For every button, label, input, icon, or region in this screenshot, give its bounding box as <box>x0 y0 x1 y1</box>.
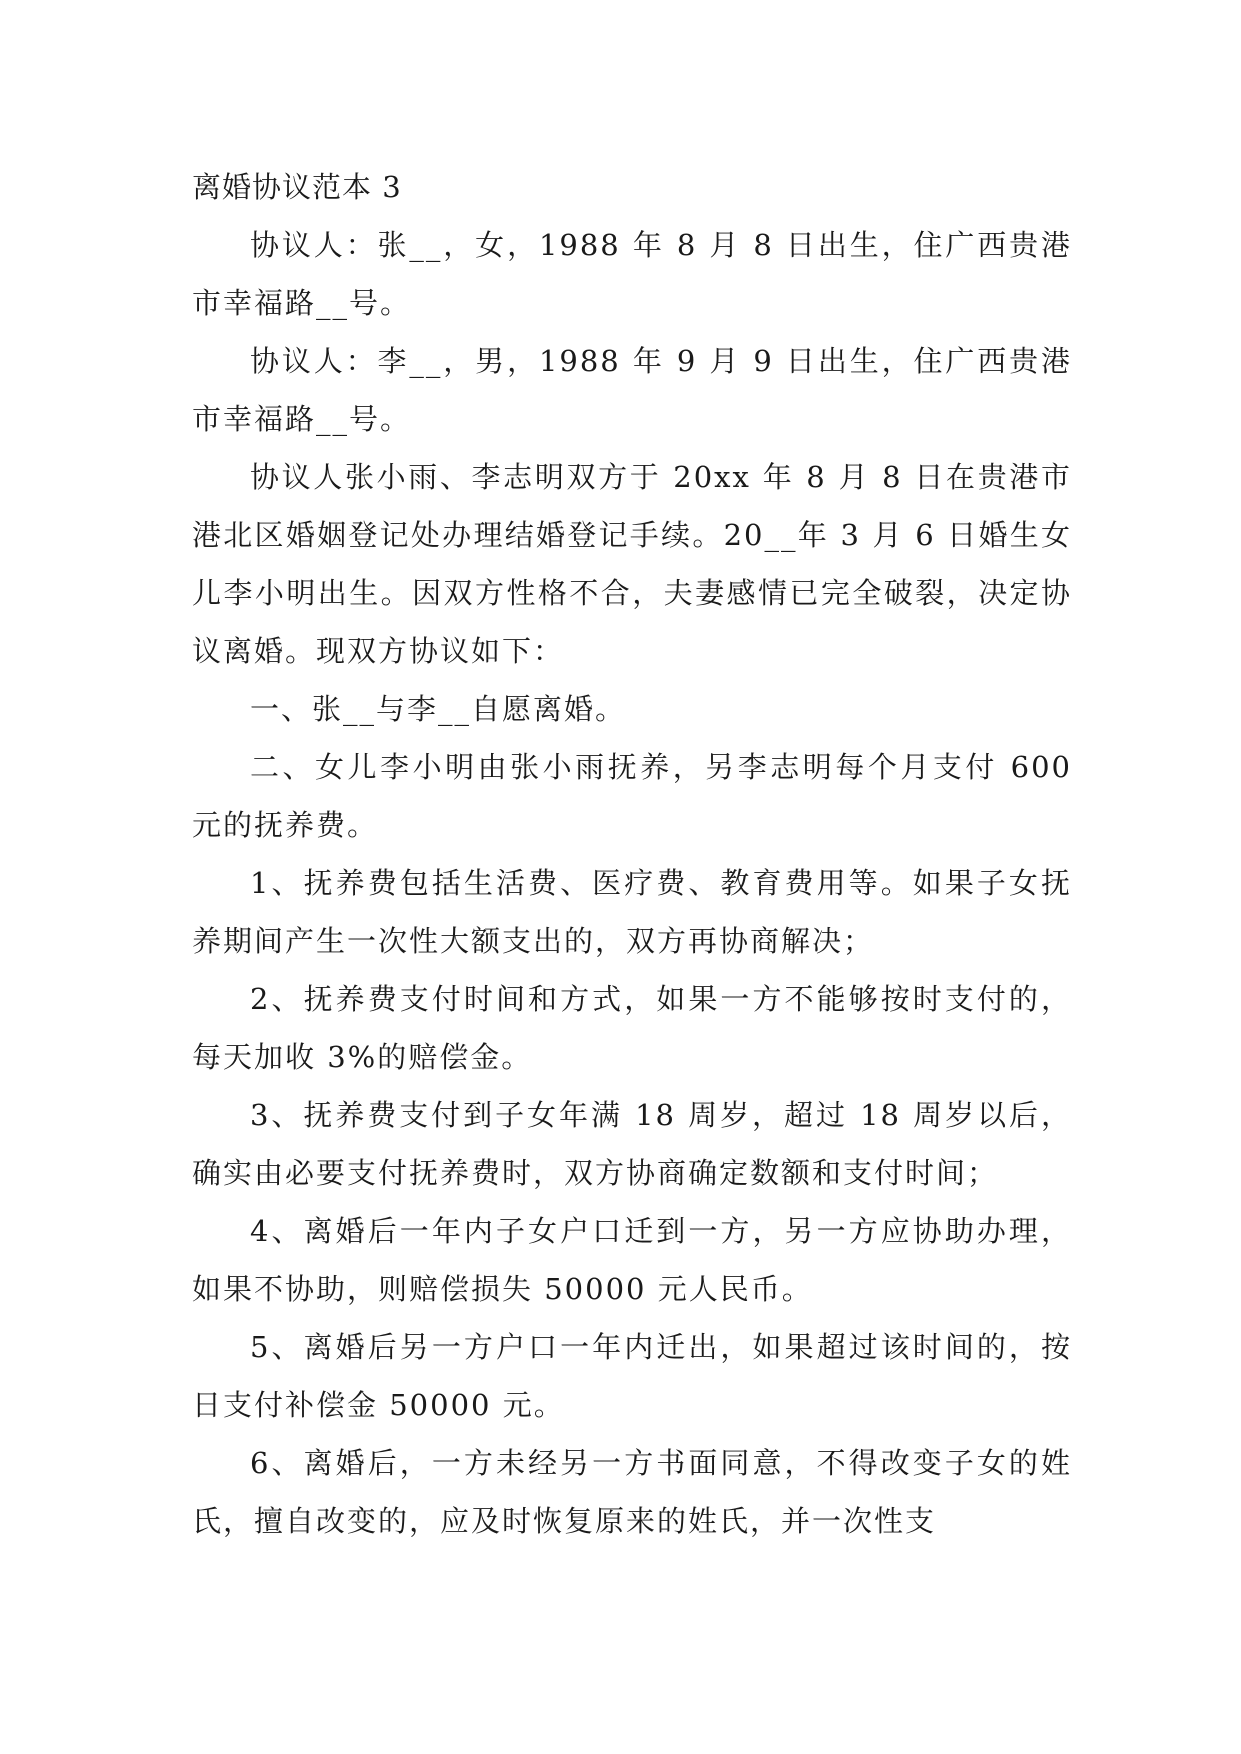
background-paragraph: 协议人张小雨、李志明双方于 20xx 年 8 月 8 日在贵港市港北区婚姻登记处办理结婚登记手续。20__年 3 月 6 日婚生女儿李小明出生。因双方性格不合，夫妻感情已完全破裂，决定协议离婚。现双方协议如下： <box>192 460 1072 668</box>
clause-1-paragraph: 一、张__与李__自愿离婚。 <box>250 692 627 726</box>
clause-2-paragraph: 二、女儿李小明由张小雨抚养，另李志明每个月支付 600 元的抚养费。 <box>192 750 1072 842</box>
subclause-5-paragraph: 5、离婚后另一方户口一年内迁出，如果超过该时间的，按日支付补偿金 50000 元。 <box>192 1330 1072 1422</box>
subclause-1-paragraph: 1、抚养费包括生活费、医疗费、教育费用等。如果子女抚养期间产生一次性大额支出的，双方再协商解决； <box>192 866 1072 958</box>
subclause-2-paragraph: 2、抚养费支付时间和方式，如果一方不能够按时支付的，每天加收 3%的赔偿金。 <box>192 982 1072 1074</box>
party-b-paragraph: 协议人：李__，男，1988 年 9 月 9 日出生，住广西贵港市幸福路__号。 <box>192 344 1072 436</box>
subclause-6-paragraph: 6、离婚后，一方未经另一方书面同意，不得改变子女的姓氏，擅自改变的，应及时恢复原来的姓氏，并一次性支 <box>192 1446 1072 1538</box>
document-body <box>192 158 1072 1550</box>
subclause-4-paragraph: 4、离婚后一年内子女户口迁到一方，另一方应协助办理，如果不协助，则赔偿损失 50000 元人民币。 <box>192 1214 1072 1306</box>
subclause-3-paragraph: 3、抚养费支付到子女年满 18 周岁，超过 18 周岁以后，确实由必要支付抚养费时，双方协商确定数额和支付时间； <box>192 1098 1072 1190</box>
document-title: 离婚协议范本 3 <box>192 170 402 204</box>
party-a-paragraph: 协议人：张__，女，1988 年 8 月 8 日出生，住广西贵港市幸福路__号。 <box>192 228 1072 320</box>
